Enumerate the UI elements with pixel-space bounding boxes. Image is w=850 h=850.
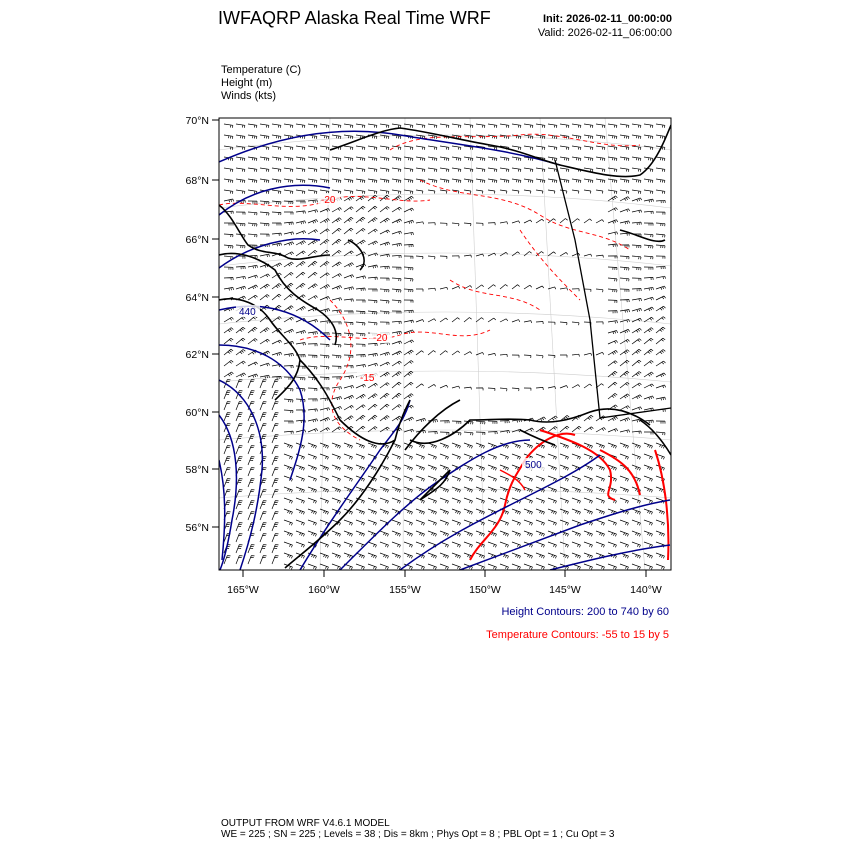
lat-label: 60°N [185, 407, 209, 419]
temperature-contour-label: -15 [360, 373, 375, 384]
lat-label: 66°N [185, 234, 209, 246]
lon-label: 150°W [469, 584, 501, 596]
lat-label: 68°N [185, 175, 209, 187]
field-temperature: Temperature (C) [221, 64, 302, 76]
wind-barb-field [224, 124, 666, 569]
height-contours [219, 131, 670, 570]
height-contour-label: 500 [525, 460, 542, 471]
plot-title: IWFAQRP Alaska Real Time WRF [218, 8, 491, 28]
lat-label: 70°N [185, 115, 209, 127]
temperature-contours-legend: Temperature Contours: -55 to 15 by 5 [486, 629, 669, 641]
field-winds: Winds (kts) [221, 90, 276, 102]
lat-label: 64°N [185, 292, 209, 304]
valid-time: Valid: 2026-02-11_06:00:00 [537, 27, 672, 39]
model-info: OUTPUT FROM WRF V4.6.1 MODEL [221, 818, 390, 829]
lon-label: 140°W [630, 584, 662, 596]
temperature-contour-label: -20 [373, 333, 388, 344]
lat-label: 56°N [185, 522, 209, 534]
lon-label: 160°W [308, 584, 340, 596]
model-config: WE = 225 ; SN = 225 ; Levels = 38 ; Dis = 8km ; Phys Opt = 8 ; PBL Opt = 1 ; Cu Opt = 3 [221, 829, 615, 840]
coastline [219, 125, 671, 568]
temperature-contours [219, 134, 668, 560]
init-time: Init: 2026-02-11_00:00:00 [542, 13, 672, 25]
temperature-contour-label: -20 [321, 195, 336, 206]
lat-label: 58°N [185, 464, 209, 476]
lat-label: 62°N [185, 349, 209, 361]
wind-barbs [224, 124, 666, 569]
field-height: Height (m) [221, 77, 273, 89]
height-contour-label: 440 [239, 307, 256, 318]
lon-label: 155°W [389, 584, 421, 596]
lon-label: 165°W [227, 584, 259, 596]
height-contours-legend: Height Contours: 200 to 740 by 60 [501, 606, 669, 618]
lon-label: 145°W [549, 584, 581, 596]
